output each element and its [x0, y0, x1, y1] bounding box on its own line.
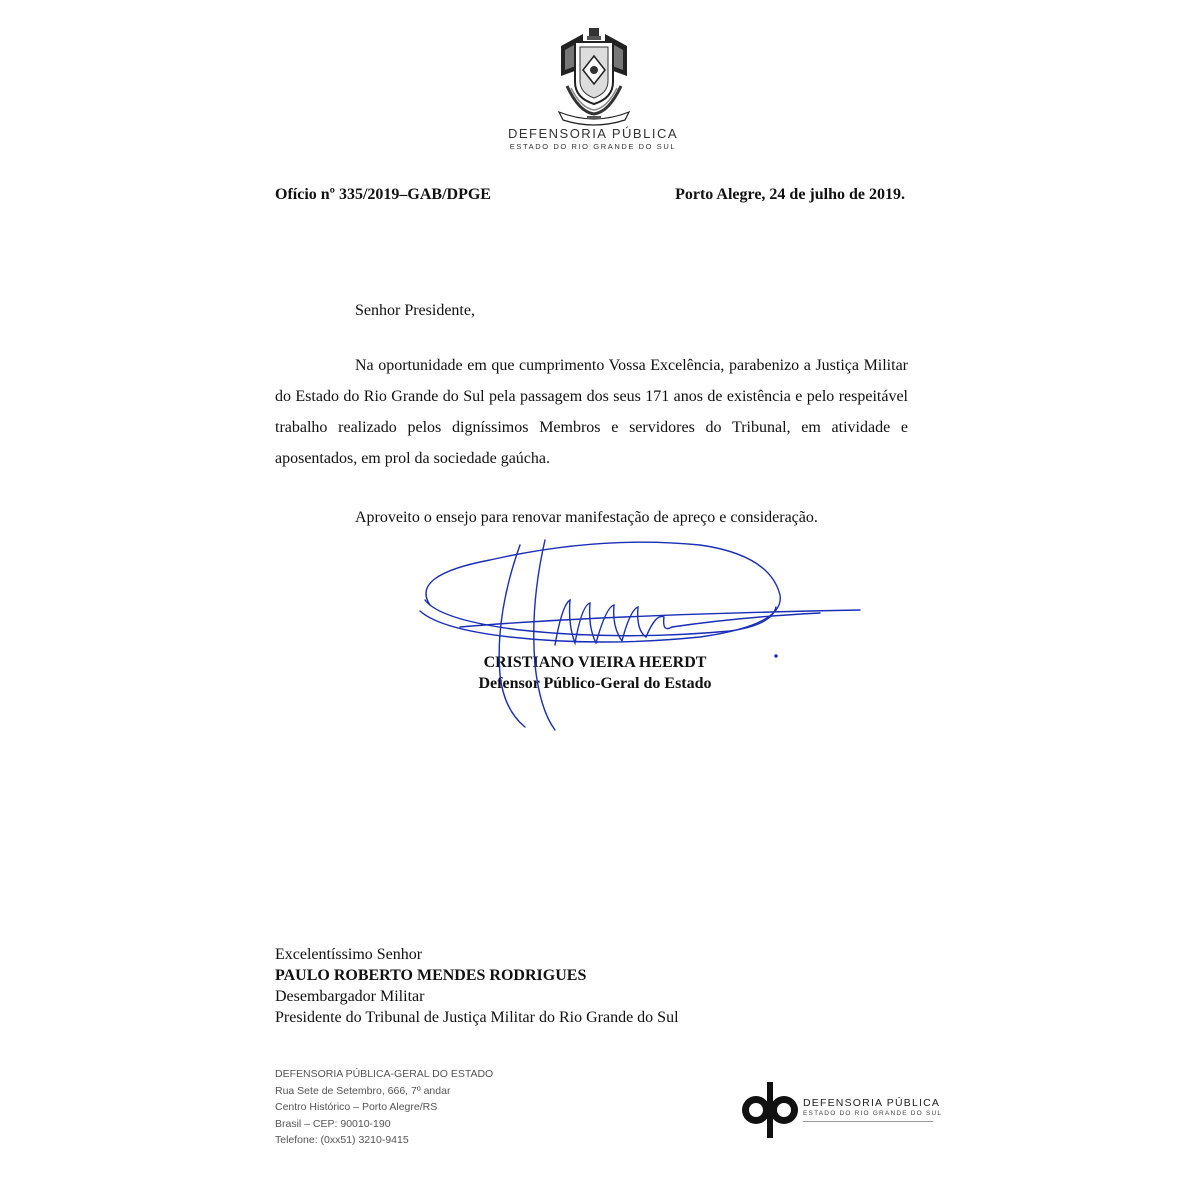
footer-address-line: DEFENSORIA PÚBLICA-GERAL DO ESTADO	[275, 1068, 494, 1080]
header-subtitle: ESTADO DO RIO GRANDE DO SUL	[509, 142, 677, 151]
addressee-greeting: Excelentíssimo Senhor	[275, 946, 423, 963]
footer-logo-subtitle: ESTADO DO RIO GRANDE DO SUL	[803, 1110, 943, 1117]
document-reference: Ofício nº 335/2019–GAB/DPGE	[275, 186, 491, 203]
footer-address	[275, 1066, 493, 1149]
footer-address-line: Rua Sete de Setembro, 666, 7º andar	[275, 1084, 451, 1097]
footer-address-line: Telefone: (0xx51) 3210-9415	[275, 1134, 409, 1146]
coat-of-arms-emblem	[553, 26, 635, 126]
letter-body-paragraph: Na oportunidade em que cumprimento Vossa Excelência, parabenizo a Justiça Militar do Estado do Rio Grande do Sul pela passagem dos seus 171 anos de existência e pelo respeitável trabalho realizado pelos digníssimos Membros e servidores do Tribunal, em atividade e aposentados, em prol da sociedade gaúcha.	[275, 357, 908, 467]
salutation: Senhor Presidente,	[355, 302, 475, 319]
header-institution-name: DEFENSORIA PÚBLICA	[507, 126, 679, 141]
place-and-date: Porto Alegre, 24 de julho de 2019.	[675, 186, 905, 203]
footer-address-line: Centro Histórico – Porto Alegre/RS	[275, 1101, 438, 1113]
addressee-position: Presidente do Tribunal de Justiça Militar do Rio Grande do Sul	[275, 1009, 679, 1026]
addressee-role: Desembargador Militar	[275, 988, 425, 1005]
addressee-block	[275, 944, 679, 1028]
footer-logo-name: DEFENSORIA PÚBLICA	[803, 1097, 941, 1109]
signer-title: Defensor Público-Geral do Estado	[478, 675, 712, 692]
footer-address-line: Brasil – CEP: 90010-190	[275, 1117, 391, 1130]
footer-logo-divider	[803, 1121, 933, 1122]
addressee-name: PAULO ROBERTO MENDES RODRIGUES	[275, 967, 587, 984]
signer-name: CRISTIANO VIEIRA HEERDT	[483, 654, 707, 671]
handwritten-signature	[400, 515, 880, 745]
closing-sentence: Aproveito o ensejo para renovar manifestação de apreço e consideração.	[355, 509, 818, 526]
